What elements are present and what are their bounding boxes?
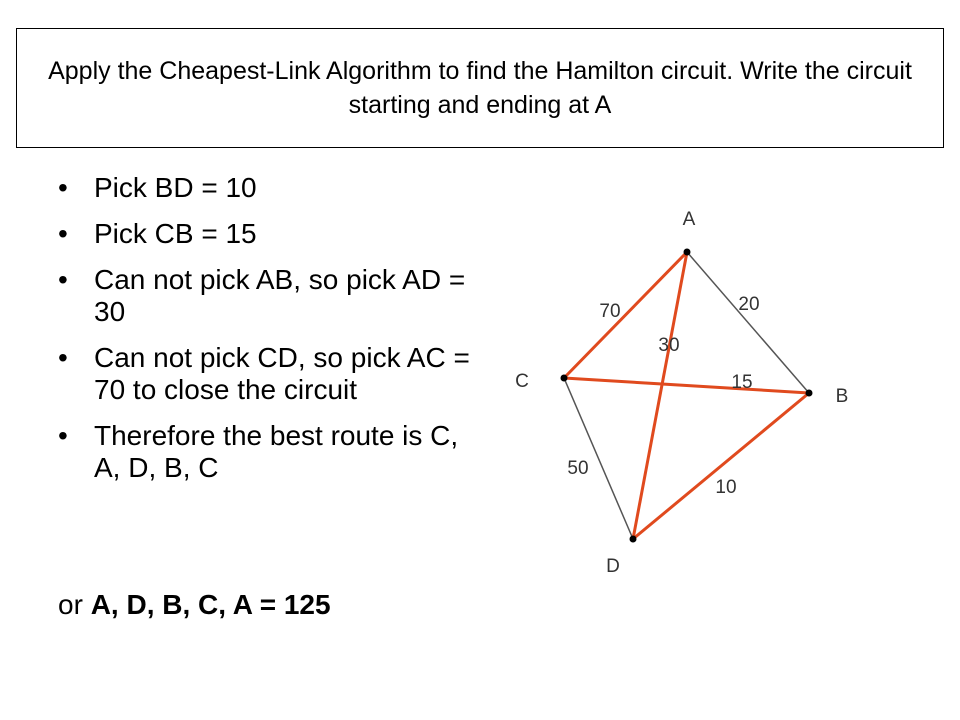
step-text: Pick BD = 10	[94, 172, 257, 203]
vertex-label-c: C	[515, 371, 529, 392]
vertex-label-d: D	[606, 556, 620, 577]
step-item	[58, 264, 478, 328]
bullet-icon: •	[58, 218, 68, 249]
step-item	[58, 342, 478, 406]
step-item	[58, 420, 478, 484]
conclusion-route: A, D, B, C, A = 125	[90, 589, 331, 620]
edge-weight-ac: 70	[599, 301, 621, 322]
weighted-graph	[500, 195, 880, 595]
bullet-icon: •	[58, 342, 68, 373]
selected-edge-ad	[633, 252, 687, 539]
edge-weight-cb: 15	[731, 372, 753, 393]
bullet-icon: •	[58, 264, 68, 295]
bullet-icon: •	[58, 420, 68, 451]
edge-weight-cd: 50	[567, 458, 589, 479]
bullet-icon: •	[58, 172, 68, 203]
selected-edge-cb	[564, 378, 809, 393]
vertex-c	[561, 375, 568, 382]
conclusion	[58, 588, 331, 622]
step-item	[58, 172, 478, 204]
step-text: Pick CB = 15	[94, 218, 257, 249]
selected-edge-ac	[564, 252, 687, 378]
step-text: Therefore the best route is C, A, D, B, C	[94, 420, 459, 483]
vertex-d	[630, 536, 637, 543]
slide-title: Apply the Cheapest-Link Algorithm to find the Hamilton circuit. Write the circuit starting and ending at A	[48, 57, 912, 119]
vertex-b	[806, 390, 813, 397]
edge-weight-ad: 30	[658, 335, 680, 356]
edge-weight-bd: 10	[715, 477, 737, 498]
vertex-label-a: A	[682, 209, 696, 230]
step-text: Can not pick CD, so pick AC = 70 to close the circuit	[94, 342, 470, 405]
selected-edge-bd	[633, 393, 809, 539]
vertex-a	[684, 249, 691, 256]
edge-weight-ab: 20	[738, 294, 760, 315]
title-box	[16, 28, 944, 148]
step-item	[58, 218, 478, 250]
step-text: Can not pick AB, so pick AD = 30	[94, 264, 466, 327]
conclusion-prefix: or	[58, 589, 83, 620]
steps-list	[58, 172, 478, 498]
vertex-label-b: B	[835, 386, 849, 407]
